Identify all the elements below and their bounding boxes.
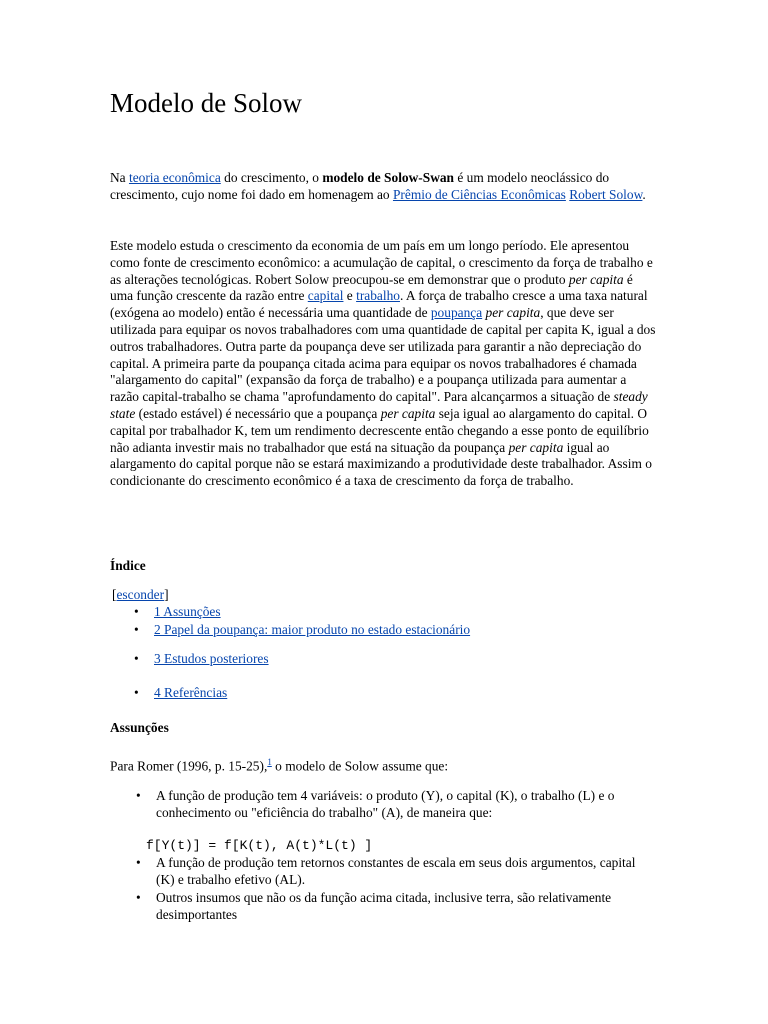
toc-link-estudos[interactable]: 3 Estudos posteriores xyxy=(154,651,269,666)
intro-text: Na xyxy=(110,170,129,185)
toc-item[interactable] xyxy=(134,685,228,702)
link-teoria-economica[interactable]: teoria econômica xyxy=(128,170,221,185)
bullet-icon: • xyxy=(134,604,139,619)
link-robert-solow[interactable]: Robert Solow xyxy=(569,186,643,202)
toc-link-papel-poupanca[interactable]: 2 Papel da poupança: maior produto no estado estacionário xyxy=(154,622,471,637)
bracket: [ xyxy=(112,587,117,602)
list-item xyxy=(136,855,656,889)
toc-item[interactable] xyxy=(134,622,471,639)
italic-term: per capita xyxy=(568,271,624,287)
body-text: . A força de trabalho cresce a uma taxa natural (exógena ao modelo) então é necessária uma quantidade de xyxy=(110,288,648,321)
section-heading-assuncoes: Assunções xyxy=(110,720,169,735)
toc-item[interactable] xyxy=(134,651,269,668)
body-text: é uma função crescente da razão entre xyxy=(110,271,633,304)
intro-text: do crescimento, o xyxy=(220,170,323,185)
body-text: , que deve ser utilizada para equipar os novos trabalhadores com uma quantidade de capital per capita K, igual a dos outros trabalhadores. Outra parte da poupança deve ser utilizada para garantir a não depreciação do capital. A primeira parte da poupança citada acima para equipar os novos trabalhadores é chamada "alargamento do capital" (expansão da força de trabalho) e a poupança utilizada para aumentar a razão capital-trabalho se chama "aprofundamento do capital". Para alcançarmos a situação de xyxy=(110,305,656,405)
italic-term: per capita xyxy=(508,439,564,455)
link-trabalho[interactable]: trabalho xyxy=(356,288,400,304)
intro-paragraph xyxy=(110,170,658,204)
list-item xyxy=(136,788,656,822)
page-title: Modelo de Solow xyxy=(110,88,302,118)
bullet-icon: • xyxy=(136,855,141,870)
body-paragraph xyxy=(110,238,658,490)
link-capital[interactable]: capital xyxy=(307,288,344,304)
bracket: ] xyxy=(164,587,169,602)
footnote-ref[interactable]: 1 xyxy=(267,757,272,767)
bullet-icon: • xyxy=(134,685,139,700)
link-premio[interactable]: Prêmio de Ciências Econômicas xyxy=(392,186,566,202)
body-text: igual ao alargamento do capital porque não se estará maximizando a produtividade deste trabalhador. Assim o condicionante do crescimento econômico é a taxa de crescimento da força de trabalho. xyxy=(110,439,652,489)
toc-link-referencias[interactable]: 4 Referências xyxy=(154,685,228,700)
italic-term: per capita xyxy=(485,305,541,321)
toc-toggle xyxy=(112,587,169,604)
list-text: A função de produção tem 4 variáveis: o produto (Y), o capital (K), o trabalho (L) e o conhecimento ou "eficiência do trabalho" (A), de maneira que: xyxy=(156,788,615,820)
formula: f[Y(t)] = f[K(t), A(t)*L(t) ] xyxy=(146,838,373,853)
bullet-icon: • xyxy=(134,651,139,666)
toc-item[interactable] xyxy=(134,604,221,621)
bullet-icon: • xyxy=(136,890,141,905)
bullet-icon: • xyxy=(136,788,141,803)
body-text: seja igual ao alargamento do capital. O capital por trabalhador K, tem um rendimento decrescente então chegando a esse ponto de equilíbrio não adianta investir mais no trabalhador que está na situação da poupança xyxy=(110,405,649,455)
intro-text: . xyxy=(642,186,646,202)
italic-term: steady state xyxy=(110,389,648,421)
index-heading: Índice xyxy=(110,558,146,573)
body-text: e xyxy=(343,288,357,304)
lead-text: Para Romer (1996, p. 15-25), xyxy=(110,758,268,774)
italic-term: per capita xyxy=(380,405,436,421)
hide-toc-link[interactable]: esconder xyxy=(116,587,165,602)
link-poupanca[interactable]: poupança xyxy=(430,305,483,321)
bullet-icon: • xyxy=(134,622,139,637)
body-text: (estado estável) é necessário que a poupança xyxy=(135,405,381,421)
lead-text: o modelo de Solow assume que: xyxy=(271,758,449,774)
list-text: Outros insumos que não os da função acima citada, inclusive terra, são relativamente desimportantes xyxy=(156,890,612,922)
body-text: Este modelo estuda o crescimento da economia de um país em um longo período. Ele apresentou como fonte de crescimento econômico: a acumulação de capital, o crescimento da força de trabalho e as alterações tecnológicas. Robert Solow preocupou-se em demonstrar que o produto xyxy=(110,238,653,287)
toc-link-assuncoes[interactable]: 1 Assunções xyxy=(154,604,221,619)
list-text: A função de produção tem retornos constantes de escala em seus dois argumentos, capital (K) e trabalho efetivo (AL). xyxy=(156,855,636,887)
assuncoes-lead xyxy=(110,754,658,775)
bold-term: modelo de Solow-Swan xyxy=(322,170,455,185)
intro-text: é um modelo neoclássico do crescimento, cujo nome foi dado em homenagem ao xyxy=(110,170,610,202)
list-item xyxy=(136,890,656,924)
